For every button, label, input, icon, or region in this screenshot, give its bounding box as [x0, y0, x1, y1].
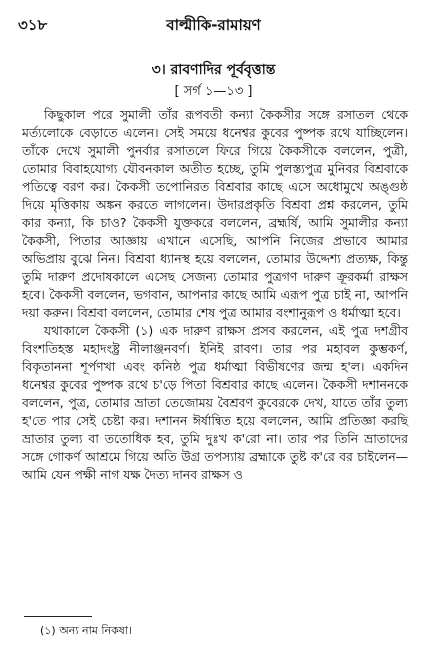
chapter-title: ৩। রাবণাদির পূর্ববৃত্তান্ত	[151, 62, 276, 78]
paragraph-2: যথাকালে কৈকসী (১) এক দারুণ রাক্ষস প্রসব করলেন, এই পুত্র দশগ্রীব বিংশতিহস্ত মহাদংষ্ট্র নীলাঞ্জনবর্ণ। ইনিই রাবণ। তার পর মহাবল কুম্ভকর্ণ, বিকৃতাননা শূর্পণখা এবং কনিষ্ঠ পুত্র ধর্মাত্মা বিভীষণের জন্ম হ'ল। একদিন ধনেশ্বর কুবের পুষ্পক রথে চ'ড়ে পিতা বিশ্রবার কাছে এলেন। কৈকসী দশাননকে বললেন, পুত্র, তোমার ভ্রাতা তেজোময় বৈশ্রবণ কুবেরকে দেখ, যাতে তাঁর তুল্য হ'তে পার সেই চেষ্টা কর। দশানন ঈর্ষান্বিত হয়ে বললেন, আমি প্রতিজ্ঞা করছি ভ্রাতার তুল্য বা ততোধিক হব, তুমি দুঃখ ক'রো না। তার পর তিনি ভ্রাতাদের সঙ্গে গোকর্ণ আশ্রমে গিয়ে অতি উগ্র তপস্যায় ব্রহ্মাকে তুষ্ট ক'রে বর চাইলেন— আমি যেন পক্ষী নাগ যক্ষ দৈত্য দানব রাক্ষস ও	[22, 323, 408, 482]
footnote-marker: (১)	[40, 624, 56, 637]
paragraph-1: কিছুকাল পরে সুমালী তাঁর রূপবতী কন্যা কৈকসীর সঙ্গে রসাতল থেকে মর্ত্যলোকে বেড়াতে এলেন। সেই সময়ে ধনেশ্বর কুবের পুষ্পক রথে যাচ্ছিলেন। তাঁকে দেখে সুমালী পুনর্বার রসাতলে ফিরে গিয়ে কৈকসীকে বললেন, পুত্রী, তোমার বিবাহযোগ্য যৌবনকাল অতীত হচ্ছে, তুমি পুলস্ত্যপুত্র মুনিবর বিশ্রবাকে পতিত্বে বরণ কর। কৈকসী তপোনিরত বিশ্রবার কাছে এসে অধোমুখে অঙ্গুষ্ঠ দিয়ে মৃত্তিকায় অঙ্কন করতে লাগলেন। উদারপ্রকৃতি বিশ্রবা প্রশ্ন করলেন, তুমি কার কন্যা, কি চাও? কৈকসী যুক্তকরে বললেন, ব্রহ্মর্ষি, আমি সুমালীর কন্যা কৈকসী, পিতার আজ্ঞায় এখানে এসেছি, আপনি নিজের প্রভাবে আমার অভিপ্রায় বুঝে নিন। বিশ্রবা ধ্যানস্থ হয়ে বললেন, তোমার উদ্দেশ্য প্রত্যক্ষ, কিন্তু তুমি দারুণ প্রদোষকালে এসেছ সেজন্য তোমার পুত্রগণ দারুণ ক্রূরকর্মা রাক্ষস হবে। কৈকসী বললেন, ভগবান, আপনার কাছে আমি এরূপ পুত্র চাই না, আপনি দয়া করুন। বিশ্রবা বললেন, তোমার শেষ পুত্র আমার বংশানুরূপ ও ধর্মাত্মা হবে।	[22, 107, 408, 320]
footnote	[40, 622, 132, 641]
sarga-range: [ সর্গ ১—১৩ ]	[174, 84, 253, 99]
footnote-divider	[24, 616, 92, 617]
page-number: ৩১৮	[18, 16, 48, 34]
body-text	[22, 106, 408, 484]
page-header	[14, 14, 413, 36]
running-title: বাল্মীকি-রামায়ণ	[166, 16, 261, 34]
footnote-text: অন্য নাম নিকষা।	[59, 624, 132, 637]
